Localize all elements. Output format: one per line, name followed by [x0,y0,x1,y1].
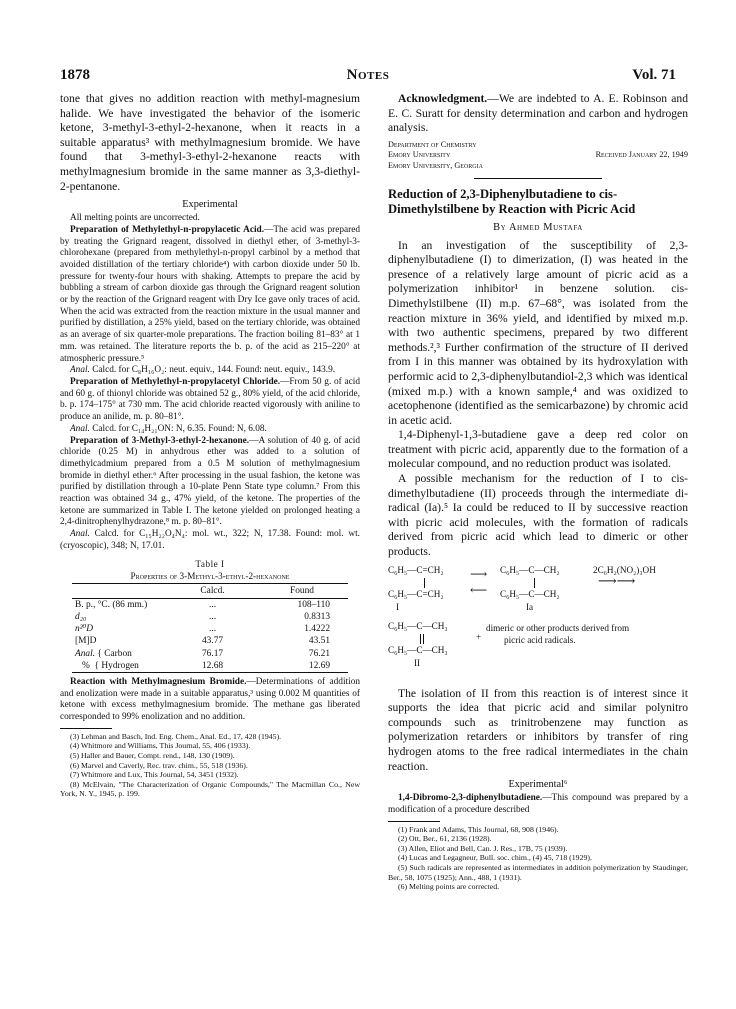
reagent-label: 2C₆H₂(NO₂)₃OH [593,564,656,575]
left-column [60,92,360,799]
anal-text: Calcd. for C₁₅H₂₂O₄N₄: mol. wt., 322; N, 17.38. Found: mol. wt. (cryoscopic), 348; N, 17.01. [60,529,360,551]
dibromo-title: 1,4-Dibromo-2,3-diphenylbutadiene. [398,793,543,804]
row-calcd: ... [209,599,217,610]
paragraph-3: A possible mechanism for the reduction of I to cis-dimethylbutadiene (II) proceeds through the intermediate di-radical (Ia).⁵ Ia could be reduced to II by successive reaction with picric acid molecules, with the formation of radicals derived from picric acid which lead to dimeric or other products. [388,472,688,559]
products-line-1: dimeric or other products derived from [486,622,630,633]
prep-chloride-title: Preparation of Methylethyl-n-propylacetyl Chloride. [70,377,281,387]
compound-i-label: I [396,601,400,612]
table-header-found: Found [256,583,348,598]
affil-row [388,150,688,161]
grignard-reaction-paragraph [60,677,360,724]
experimental-heading: Experimental [182,199,238,211]
paragraph-2: 1,4-Diphenyl-1,3-butadiene gave a deep red color on treatment with picric acid, apparently due to the formation of a molecular compound, and no reduction product was isolated. [388,428,688,471]
row-label: [M]D [75,636,97,647]
prep-ketone-paragraph [60,436,360,530]
compound-ia-label: Ia [526,601,534,612]
bond-line [534,578,535,588]
footnote: (4) Lucas and Legagneur, Bull. soc. chim., (4) 45, 718 (1929). [398,853,592,863]
paragraph-1: In an investigation of the susceptibility of 2,3-diphenylbutadiene (I) to dimerization, (I) was heated in the presence of a relatively large amount of picric acid as a polymerization inhibitor¹ in benzene solution. cis-Dimethylstilbene (II) m.p. 67–68°, was isolated from the reaction mixture in 36% yield, and identified by mixed m.p. with two authentic specimens, prepared by two different methods.²,³ Further confirmation of the structure of II derived from I in this manner was obtained by its hydroxylation with performic acid to 2,3-diphenylbutandiol-2,3 which was identical (mixed m.p.) with a known sample,⁴ and was oxidized to acetophenone (identified as the semicarbazone) by chromic acid in acetic acid. [388,238,688,427]
affiliation-block [388,140,688,172]
section-title: Notes [346,67,390,83]
table-caption: Table I [195,558,225,569]
dibromo-text: —This compound was prepared by a modification of a procedure described [388,793,688,815]
prep-ketone-text: —A solution of 40 g. of acid chloride (0.25 M) in anhydrous ether was added to a solution of dimethylcadmium prepared from a 0.5 M solution of methylmagnesium bromide in diethyl ether.⁶ After processing in the usual fashion, the ketone was purified by distillation through a 10-plate Penn State type column.⁷ From this reaction was obtained 34 g., 47% yield, of the ketone. The properties of the ketone are summarized in Table I. The ketone yielded on prolonged heating a 2,4-dinitrophenylhydrazone,⁸ m. p. 80–81°. [60,435,360,528]
row-found: 12.69 [256,660,348,673]
footnote: (2) Ott, Ber., 61, 2136 (1928). [398,834,492,844]
row-found: 0.8313 [304,611,330,622]
right-column [388,92,688,892]
bond-line [424,578,425,588]
article-separator [474,178,602,179]
carbon-label: Carbon [104,648,132,659]
article-title: Reduction of 2,3-Diphenylbutadiene to cis-Dimethylstilbene by Reaction with Picric Acid [388,186,636,216]
row-found: 1.4222 [304,624,330,635]
double-bond-line [423,634,424,644]
byline: By Ahmed Mustafa [493,221,583,233]
page-number: 1878 [60,67,90,83]
compound-ii-top: C₆H₅—C—CH₃ [388,620,448,631]
row-calcd: 12.68 [169,660,256,673]
prep-acid-title: Preparation of Methylethyl-n-propylacetic Acid. [70,224,265,235]
analysis-1 [60,365,360,377]
footnote: (7) Whitmore and Lux, This Journal, 54, 3451 (1932). [70,770,239,780]
reaction-scheme [388,563,688,683]
running-header [60,67,676,85]
footnote: (5) Haller and Bauer, Compt. rend., 148, 130 (1909). [70,750,235,760]
prep-chloride-text: —From 50 g. of acid and 60 g. of thionyl chloride was obtained 52 g., 80% yield, of the acid chloride, b. p. 174–175° at 730 mm. The acid chloride reacted vigorously with aniline to produce an anilide, m. p. 80–81°. [60,377,360,423]
paragraph-4: The isolation of II from this reaction is of interest since it supports the idea that picric acid and similar polynitro compounds such as trinitrobenzene may function as polymerization retarders or inhibitors by transfer of ring hydrogen atoms to the free radical intermediates in the chain reaction. [388,686,688,773]
row-label: B. p., °C. (86 mm.) [75,599,148,610]
footnote: (4) Whitmore and Williams, This Journal, 55, 406 (1933). [70,741,251,751]
row-label: Anal. { Carbon [75,648,132,659]
left-footnotes [60,732,360,799]
row-calcd: ... [209,611,217,622]
received-date: Received January 22, 1949 [595,150,688,160]
footnote: (5) Such radicals are represented as intermediates in addition polymerization by Staudinger, Ber., 58, 1075 (1925); Ann., 488, 1 (1931). [388,862,688,882]
anal-text: Calcd. for C₈H₁₆O₂: neut. equiv., 144. Found: neut. equiv., 143.9. [89,365,336,376]
footnote-rule [388,821,440,822]
row-found: 108–110 [297,599,330,610]
arrow-left-icon: ⟵ [470,582,488,597]
row-calcd: 43.77 [201,636,224,647]
compound-ia-bottom: C₆H₅—C—CH₂ [500,588,560,599]
ack-text: —We are indebted to A. E. Robinson and E. C. Suratt for density determination and carbon and hydrogen analysis. [388,92,688,135]
analysis-2 [60,424,360,436]
dibromo-paragraph [388,793,688,816]
affil-location: Emory University, Georgia [388,160,483,170]
right-footnotes [388,825,688,892]
table-title: Properties of 3-Methyl-3-ethyl-2-hexanone [130,570,290,581]
prep-acid-paragraph [60,225,360,365]
grignard-text: —Determinations of addition and enolization were made in a suitable apparatus,³ using 0.002 M quantities of ketone with excess methylmagnesium bromide. The methane gas liberated corresponded to 99% enolization and no addition. [60,676,360,723]
table-row [72,635,348,647]
row-label: % { Hydrogen [72,660,169,673]
footnote: (3) Lehman and Basch, Ind. Eng. Chem., Anal. Ed., 17, 428 (1945). [70,731,282,741]
anal-prefix: Anal. [75,648,96,659]
ack-label: Acknowledgment. [398,92,488,105]
compound-ia-top: C₆H₅—C—CH₂ [500,564,560,575]
compound-ii-bottom: C₆H₅—C—CH₃ [388,644,448,655]
plus-sign: + [476,631,482,642]
footnote: (6) Marvel and Caverly, Rec. trav. chim., 55, 518 (1936). [70,760,248,770]
grignard-title: Reaction with Methylmagnesium Bromide. [70,676,247,687]
footnote: (8) McElvain, "The Characterization of Organic Compounds," The Macmillan Co., New York, N. Y., 1945, p. 199. [60,779,360,799]
footnote: (1) Frank and Adams, This Journal, 68, 908 (1946). [398,824,559,834]
table-row [72,660,348,673]
acknowledgment [388,92,688,136]
table-row [72,623,348,635]
melting-point-note: All melting points are uncorrected. [70,213,200,224]
row-found: 76.21 [308,648,330,659]
row-calcd: ... [209,624,217,635]
prep-acid-text: —The acid was prepared by treating the Grignard reagent, dissolved in diethyl ether, of 3-methyl-3-chlorohexane (prepared from methylethyl-n-propyl carbinol by a method that avoided distillation of the tertiary chloride⁴) with carbon dioxide under 50 lb. pressure for twenty-four hours with shaking. Attempts to prepare the acid by bubbling a stream of carbon dioxide gas through the Grignard reagent solution or by the reaction of the Grignard reagent with Dry Ice gave only traces of acid. When the acid was extracted from the reaction mixture in the usual manner and purified by distillation, a 25% yield, based on the tertiary chloride, was obtained as an average of six quarter-mole preparations. The fraction boiling 81–83° at 1 mm. was retained. The literature reports the b. p. of the acid as 215–220° at atmospheric pressure.⁵ [60,224,360,364]
affil-dept: Department of Chemistry [388,139,477,149]
experimental-heading: Experimental⁶ [508,779,568,791]
affil-univ: Emory University [388,150,451,160]
arrow-right-icon: ⟶ [470,566,488,581]
compound-i-bottom: C₆H₅—C=CH₂ [388,588,444,599]
volume-number: Vol. 71 [632,67,676,83]
prep-ketone-title: Preparation of 3-Methyl-3-ethyl-2-hexanone. [70,435,250,446]
analysis-3 [60,529,360,552]
anal-text: Calcd. for C₁₄H₂₁ON: N, 6.35. Found: N, 6.08. [89,423,267,434]
footnote: (6) Melting points are corrected. [398,882,500,892]
properties-table [72,583,348,673]
table-row [72,611,348,623]
row-found: 43.51 [308,636,330,647]
anal-label: Anal. [70,529,90,540]
products-line-2: picric acid radicals. [504,634,576,645]
table-header-calcd: Calcd. [169,583,256,598]
compound-ii-label: II [414,657,421,668]
table-row [72,598,348,611]
table-row [72,648,348,660]
footnote-rule [60,728,112,729]
row-label: d₂₀ [75,611,87,622]
percent-sign: % [82,660,90,671]
table-header-blank [72,583,169,598]
anal-label: Anal. [70,365,90,376]
intro-paragraph: tone that gives no addition reaction with methyl-magnesium halide. We have investigated the behavior of the isomeric ketone, 3-methyl-3-ethyl-2-hexanone, when it reacts in a suitable apparatus³ with methylmagnesium bromide. We have found that 3-methyl-3-ethyl-2-hexanone reacts with methylmagnesium bromide in the same manner as 3,3-diethyl-2-pentanone. [60,92,360,193]
row-calcd: 76.17 [201,648,224,659]
hydrogen-label: Hydrogen [101,660,139,671]
long-arrow-icon: ⟶⟶ [598,572,636,588]
row-label: n²⁰D [75,624,94,635]
footnote: (3) Allen, Eliot and Bell, Can. J. Res., 17B, 75 (1939). [398,843,568,853]
anal-label: Anal. [70,423,90,434]
compound-i-top: C₆H₅—C=CH₂ [388,564,444,575]
double-bond-line [420,634,421,644]
prep-chloride-paragraph [60,377,360,424]
